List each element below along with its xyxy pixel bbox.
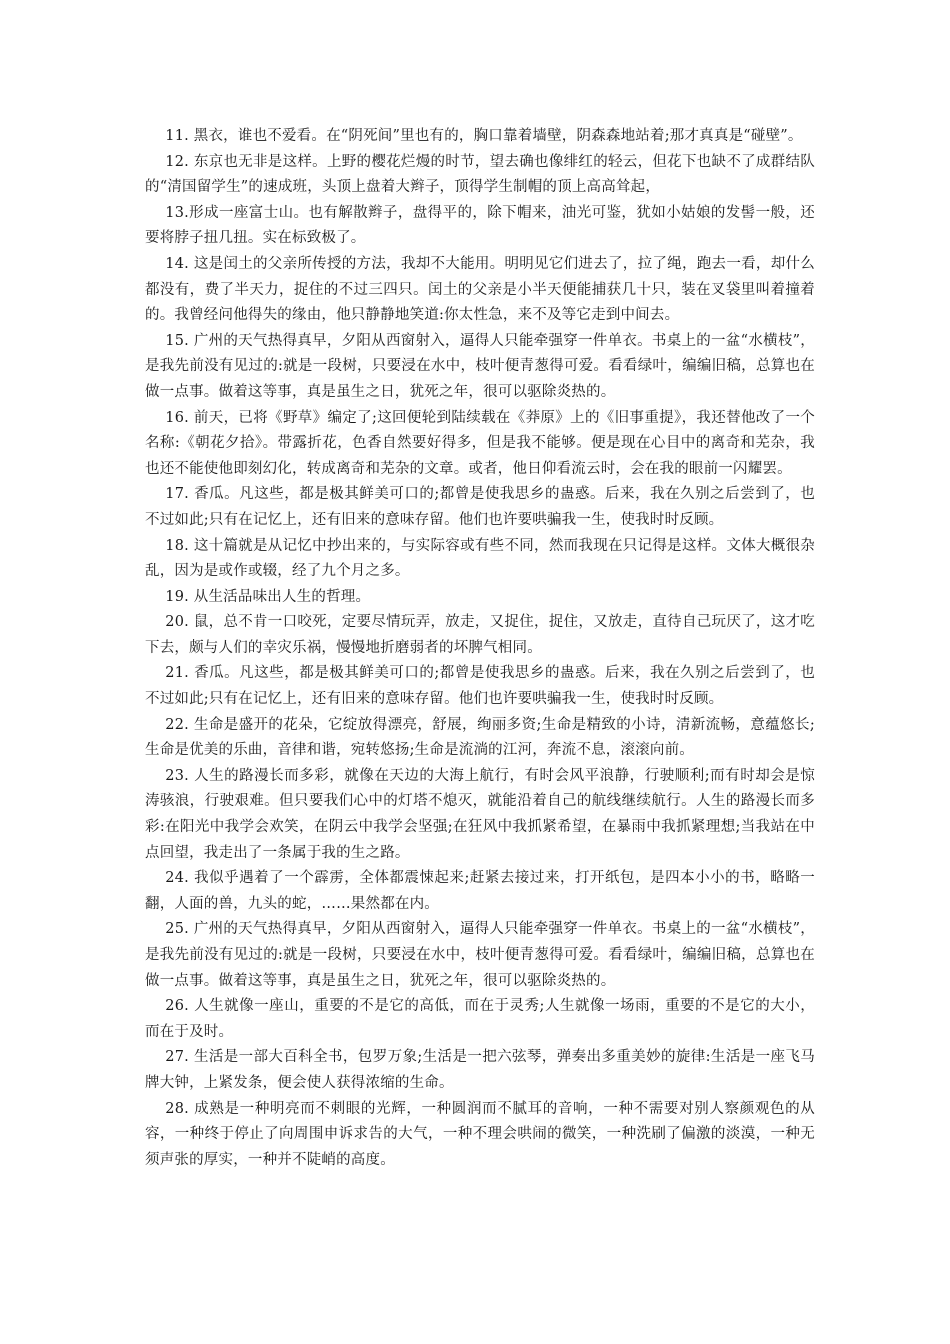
paragraph-27: 27. 生活是一部大百科全书，包罗万象;生活是一把六弦琴，弹奏出多重美妙的旋律:生活是一座飞马牌大钟，上紧发条，便会使人获得浓缩的生命。: [145, 1049, 815, 1091]
paragraph-19: 19. 从生活品味出人生的哲理。: [165, 588, 371, 605]
paragraph-11: 11. 黑衣，谁也不爱看。在“阴死间”里也有的，胸口靠着墙壁，阴森森地站着;那才真真是“碰壁”。: [165, 128, 803, 144]
paragraph-26: 26. 人生就像一座山，重要的不是它的高低，而在于灵秀;人生就像一场雨，重要的不是它的大小，而在于及时。: [145, 998, 815, 1040]
paragraph-21: 21. 香瓜。凡这些，都是极其鲜美可口的;都曾是使我思乡的蛊惑。后来，我在久别之后尝到了，也不过如此;只有在记忆上，还有旧来的意味存留。他们也许要哄骗我一生，使我时时反顾。: [145, 665, 815, 708]
paragraph-24: 24. 我似乎遇着了一个霹雳，全体都震悚起来;赶紧去接过来，打开纸包，是四本小小的书，略略一翻，人面的兽，九头的蛇，……果然都在内。: [145, 870, 815, 912]
paragraph-25: 25. 广州的天气热得真早，夕阳从西窗射入，逼得人只能牵强穿一件单衣。书桌上的一盆“水横枝”，是我先前没有见过的:就是一段树，只要浸在水中，枝叶便青葱得可爱。看看绿叶，编编旧稿，总算也在做一点事。做着这等事，真是虽生之日，犹死之年，很可以驱除炎热的。: [145, 921, 815, 989]
paragraph-16: 16. 前天，已将《野草》编定了;这回便轮到陆续载在《莽原》上的《旧事重提》，我还替他改了一个名称:《朝花夕拾》。带露折花，色香自然要好得多，但是我不能够。便是现在心目中的离奇和芜杂，我也还不能使他即刻幻化，转成离奇和芜杂的文章。或者，他日仰看流云时，会在我的眼前一闪耀罢。: [145, 409, 815, 477]
paragraph-18: 18. 这十篇就是从记忆中抄出来的，与实际容或有些不同，然而我现在只记得是这样。文体大概很杂乱，因为是或作或辍，经了九个月之多。: [145, 537, 815, 580]
paragraph-15: 15. 广州的天气热得真早，夕阳从西窗射入，逼得人只能牵强穿一件单衣。书桌上的一盆“水横枝”，是我先前没有见过的:就是一段树，只要浸在水中，枝叶便青葱得可爱。看看绿叶，编编旧稿，总算也在做一点事。做着这等事，真是虽生之日，犹死之年，很可以驱除炎热的。: [145, 332, 815, 400]
paragraph-12: 12. 东京也无非是这样。上野的樱花烂熳的时节，望去确也像绯红的轻云，但花下也缺不了成群结队的“清国留学生”的速成班，头顶上盘着大辫子，顶得学生制帽的顶上高高耸起，: [145, 153, 815, 196]
paragraph-22: 22. 生命是盛开的花朵，它绽放得漂亮，舒展，绚丽多资;生命是精致的小诗，清新流畅，意蕴悠长;生命是优美的乐曲，音律和谐，宛转悠扬;生命是流淌的江河，奔流不息，滚滚向前。: [145, 716, 815, 759]
paragraph-28: 28. 成熟是一种明亮而不刺眼的光辉，一种圆润而不腻耳的音响，一种不需要对别人察颜观色的从容，一种终于停止了向周围申诉求告的大气，一种不理会哄闹的微笑，一种洗刷了偏激的淡漠，一种无须声张的厚实，一种并不陡峭的高度。: [145, 1100, 815, 1168]
paragraph-20: 20. 鼠，总不肯一口咬死，定要尽情玩弄，放走，又捉住，捉住，又放走，直待自己玩厌了，这才吃下去，颇与人们的幸灾乐祸，慢慢地折磨弱者的坏脾气相同。: [145, 614, 815, 656]
paragraph-13: 13.形成一座富士山。也有解散辫子，盘得平的，除下帽来，油光可鉴，犹如小姑娘的发髻一般，还要将脖子扭几扭。实在标致极了。: [145, 204, 815, 247]
paragraph-14: 14. 这是闰土的父亲所传授的方法，我却不大能用。明明见它们进去了，拉了绳，跑去一看，却什么都没有，费了半天力，捉住的不过三四只。闰土的父亲是小半天便能捕获几十只，装在叉袋里叫着撞着的。我曾经问他得失的缘由，他只静静地笑道:你太性急，来不及等它走到中间去。: [145, 255, 815, 324]
document-body: [145, 124, 815, 1173]
paragraph-17: 17. 香瓜。凡这些，都是极其鲜美可口的;都曾是使我思乡的蛊惑。后来，我在久别之后尝到了，也不过如此;只有在记忆上，还有旧来的意味存留。他们也许要哄骗我一生，使我时时反顾。: [145, 486, 815, 528]
paragraph-23: 23. 人生的路漫长而多彩，就像在天边的大海上航行，有时会风平浪静，行驶顺利;而有时却会是惊涛骇浪，行驶艰难。但只要我们心中的灯塔不熄灭，就能沿着自己的航线继续航行。人生的路漫长而多彩:在阳光中我学会欢笑，在阴云中我学会坚强;在狂风中我抓紧希望，在暴雨中我抓紧理想;当我站在中点回望，我走出了一条属于我的生之路。: [145, 767, 815, 861]
